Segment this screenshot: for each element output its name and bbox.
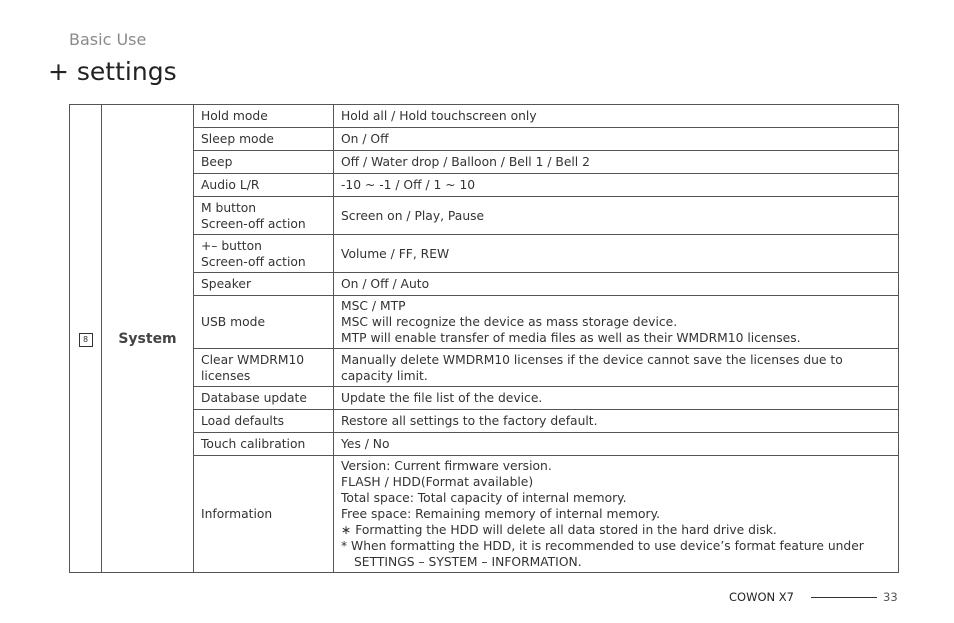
setting-name-line: Touch calibration [201, 437, 306, 451]
table-row [70, 387, 899, 410]
setting-value-line: On / Off / Auto [341, 277, 430, 291]
setting-name-line: USB mode [201, 315, 266, 329]
category-name: System [102, 105, 194, 573]
setting-name [194, 410, 334, 433]
setting-value-line: Total space: Total capacity of internal memory. [341, 491, 627, 505]
setting-name-line: Speaker [201, 277, 252, 291]
setting-value-line: MTP will enable transfer of media files as well as their WMDRM10 licenses. [341, 331, 801, 345]
setting-value [334, 387, 899, 410]
setting-name-line: Screen-off action [201, 254, 306, 269]
setting-value [334, 349, 899, 387]
setting-name-line: M button [201, 200, 257, 215]
setting-value-line: MSC / MTP [341, 299, 406, 313]
footer-brand: COWON X7 [729, 590, 794, 604]
setting-name-line: Screen-off action [201, 216, 306, 231]
setting-value-line: Free space: Remaining memory of internal memory. [341, 507, 661, 521]
category-number-badge: 8 [79, 333, 93, 347]
setting-value-line: ∗ Formatting the HDD will delete all data stored in the hard drive disk. [341, 523, 777, 537]
setting-name-line: Information [201, 507, 273, 521]
setting-value-line: Screen on / Play, Pause [341, 208, 485, 223]
setting-value-line: Manually delete WMDRM10 licenses if the device cannot save the licenses due to [341, 352, 843, 367]
setting-value [334, 410, 899, 433]
table-row [70, 105, 899, 128]
setting-name [194, 105, 334, 128]
setting-name [194, 235, 334, 273]
setting-name-line: licenses [201, 368, 251, 383]
setting-name [194, 128, 334, 151]
setting-name-line: Beep [201, 155, 233, 169]
setting-value [334, 456, 899, 573]
setting-name-line: Clear WMDRM10 [201, 352, 305, 367]
setting-value-line: -10 ~ -1 / Off / 1 ~ 10 [341, 178, 476, 192]
setting-name-line: Hold mode [201, 109, 268, 123]
setting-value [334, 128, 899, 151]
setting-value [334, 105, 899, 128]
setting-name [194, 197, 334, 235]
setting-name-line: Audio L/R [201, 178, 260, 192]
settings-table [69, 104, 899, 573]
table-row [70, 349, 899, 387]
table-row [70, 273, 899, 296]
setting-name [194, 296, 334, 349]
setting-value-line: Off / Water drop / Balloon / Bell 1 / Bell 2 [341, 155, 590, 169]
table-row [70, 128, 899, 151]
table-row [70, 151, 899, 174]
table-row [70, 174, 899, 197]
setting-name-line: Sleep mode [201, 132, 274, 146]
category-number-cell [70, 105, 102, 573]
setting-value-line: MSC will recognize the device as mass storage device. [341, 315, 678, 329]
setting-value-line: On / Off [341, 132, 389, 146]
setting-name [194, 273, 334, 296]
table-row [70, 197, 899, 235]
setting-name [194, 456, 334, 573]
setting-value-line: Yes / No [341, 437, 390, 451]
table-row [70, 456, 899, 573]
setting-value-line: Hold all / Hold touchscreen only [341, 109, 537, 123]
setting-value-line: Update the file list of the device. [341, 391, 543, 405]
setting-value [334, 151, 899, 174]
setting-value [334, 273, 899, 296]
page-title: + settings [48, 57, 177, 86]
setting-name [194, 349, 334, 387]
setting-name [194, 174, 334, 197]
setting-value-line: Volume / FF, REW [341, 246, 450, 261]
setting-value-line: FLASH / HDD(Format available) [341, 475, 534, 489]
setting-value [334, 433, 899, 456]
setting-value-line: * When formatting the HDD, it is recommended to use device’s format feature under SETTINGS – SYSTEM – INFORMATION. [341, 539, 864, 569]
setting-name [194, 433, 334, 456]
setting-name-line: +– button [201, 238, 262, 253]
setting-name [194, 387, 334, 410]
table-row [70, 410, 899, 433]
setting-value [334, 296, 899, 349]
table-row [70, 433, 899, 456]
footer-divider [811, 597, 877, 598]
setting-value-line: Restore all settings to the factory default. [341, 414, 598, 428]
setting-value [334, 197, 899, 235]
setting-name [194, 151, 334, 174]
table-row [70, 296, 899, 349]
table-row [70, 235, 899, 273]
setting-name-line: Database update [201, 391, 307, 405]
setting-value [334, 235, 899, 273]
setting-value-line: Version: Current firmware version. [341, 459, 552, 473]
section-heading: Basic Use [69, 30, 147, 49]
setting-value [334, 174, 899, 197]
setting-name-line: Load defaults [201, 414, 285, 428]
setting-value-line: capacity limit. [341, 368, 428, 383]
page-number: 33 [883, 590, 898, 604]
